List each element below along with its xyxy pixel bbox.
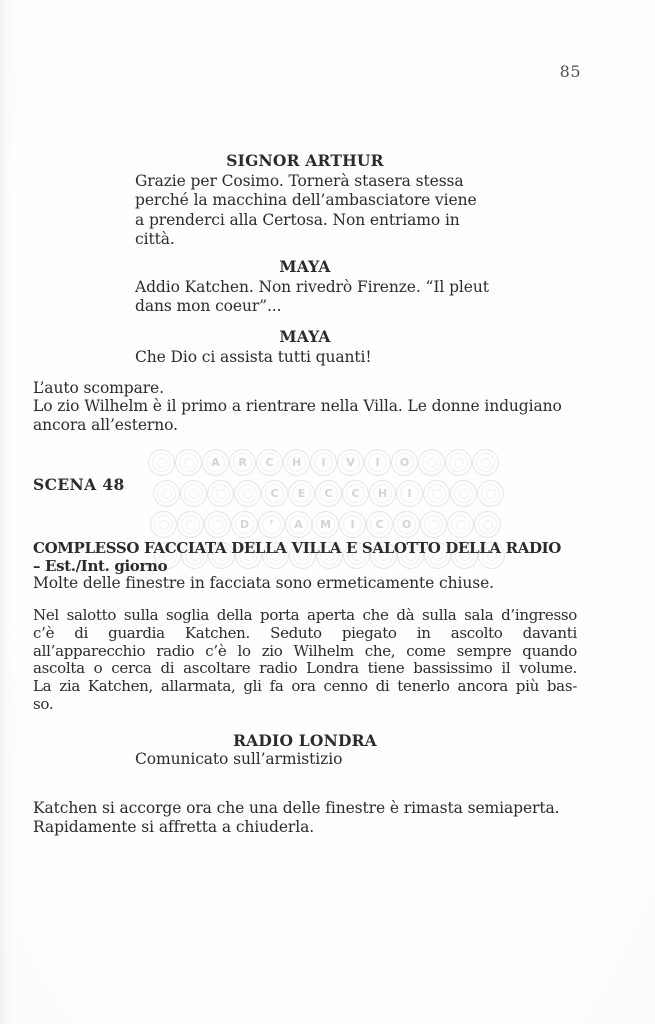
character-name: MAYA [279,257,331,276]
dialogue-line: dans mon coeur”... [135,297,282,316]
dialogue-line: Che Dio ci assista tutti quanti! [135,348,372,366]
watermark-letter-circle: C [256,449,283,476]
watermark-letter-circle: C [366,511,393,538]
watermark-letter-circle: C [315,480,342,507]
watermark-dot-circle [450,480,477,507]
dialogue-line: Comunicato sull’armistizio [135,750,343,768]
dialogue-block [135,348,372,367]
watermark-row [150,509,508,540]
watermark-dot-circle [418,449,445,476]
watermark-letter-circle: O [393,511,420,538]
watermark-dot-circle [175,449,202,476]
watermark-dot-circle [445,449,472,476]
watermark-dot-circle [234,480,261,507]
paragraph-line: La zia Katchen, allarmata, gli fa ora cenno di tenerlo ancora più bas- [33,677,577,696]
scene-number: SCENA 48 [33,475,125,494]
watermark-letter-circle: E [288,480,315,507]
watermark-dot-circle [472,449,499,476]
action-line: L’auto scompare. [33,379,164,397]
watermark-letter-circle: I [310,449,337,476]
character-name: SIGNOR ARTHUR [226,151,384,170]
watermark-dot-circle [207,480,234,507]
paragraph-line: so. [33,694,54,713]
watermark-letter-circle: A [285,511,312,538]
paragraph-line: Nel salotto sulla soglia della porta aperta che dà sulla sala d’ingresso [33,606,577,624]
action-line: ancora all’esterno. [33,415,178,434]
watermark-letter-circle: ’ [258,511,285,538]
page-number: 85 [559,62,581,81]
action-block [33,799,559,836]
watermark-dot-circle [423,480,450,507]
watermark-letter-circle: V [337,449,364,476]
watermark-letter-circle: C [342,480,369,507]
watermark-dot-circle [420,511,447,538]
paragraph-line: ascolta o cerca di ascoltare radio Londra tiene bassissimo il volume. [33,659,577,678]
dialogue-line: perché la macchina dell’ambasciatore viene [135,191,477,210]
watermark-letter-circle: D [231,511,258,538]
watermark-letter-circle: H [369,480,396,507]
watermark-letter-circle: H [283,449,310,476]
action-line: Lo zio Wilhelm è il primo a rientrare nella Villa. Le donne indugiano [33,397,562,416]
watermark-letter-circle: I [339,511,366,538]
watermark-dot-circle [204,511,231,538]
action-paragraph [33,607,577,714]
scene-heading-line2: – Est./Int. giorno [33,557,168,575]
watermark-dot-circle [177,511,204,538]
dialogue-block [135,278,489,317]
dialogue-line: Grazie per Cosimo. Tornerà stasera stessa [135,172,464,190]
watermark-dot-circle [150,511,177,538]
character-name: MAYA [279,327,331,346]
watermark-row [153,478,508,509]
watermark-dot-circle [180,480,207,507]
watermark-letter-circle: O [391,449,418,476]
action-line: Rapidamente si affretta a chiuderla. [33,817,315,836]
watermark-dot-circle [153,480,180,507]
dialogue-line: a prenderci alla Certosa. Non entriamo in [135,210,460,229]
action-line: Katchen si accorge ora che una delle finestre è rimasta semiaperta. [33,799,560,817]
watermark-dot-circle [477,480,504,507]
watermark-letter-circle: C [261,480,288,507]
watermark-dot-circle [474,511,501,538]
scene-description: Molte delle finestre in facciata sono ermeticamente chiuse. [33,574,494,592]
character-name: RADIO LONDRA [233,731,377,750]
dialogue-line: città. [135,229,175,248]
watermark-letter-circle: A [202,449,229,476]
scene-heading-line1: COMPLESSO FACCIATA DELLA VILLA E SALOTTO DELLA RADIO [33,539,562,557]
dialogue-line: Addio Katchen. Non rivedrò Firenze. “Il pleut [135,278,489,296]
watermark-dot-circle [148,449,175,476]
watermark-letter-circle: I [364,449,391,476]
dialogue-block [135,172,477,249]
watermark-dot-circle [447,511,474,538]
dialogue-block [135,750,342,769]
watermark-letter-circle: M [312,511,339,538]
watermark-letter-circle: R [229,449,256,476]
watermark-row [148,447,508,478]
paragraph-line: all’apparecchio radio c’è lo zio Wilhelm che, come sempre quando [33,641,577,660]
paragraph-line: c’è di guardia Katchen. Seduto piegato in ascolto davanti [33,623,577,642]
watermark-letter-circle: I [396,480,423,507]
action-block [33,379,562,434]
